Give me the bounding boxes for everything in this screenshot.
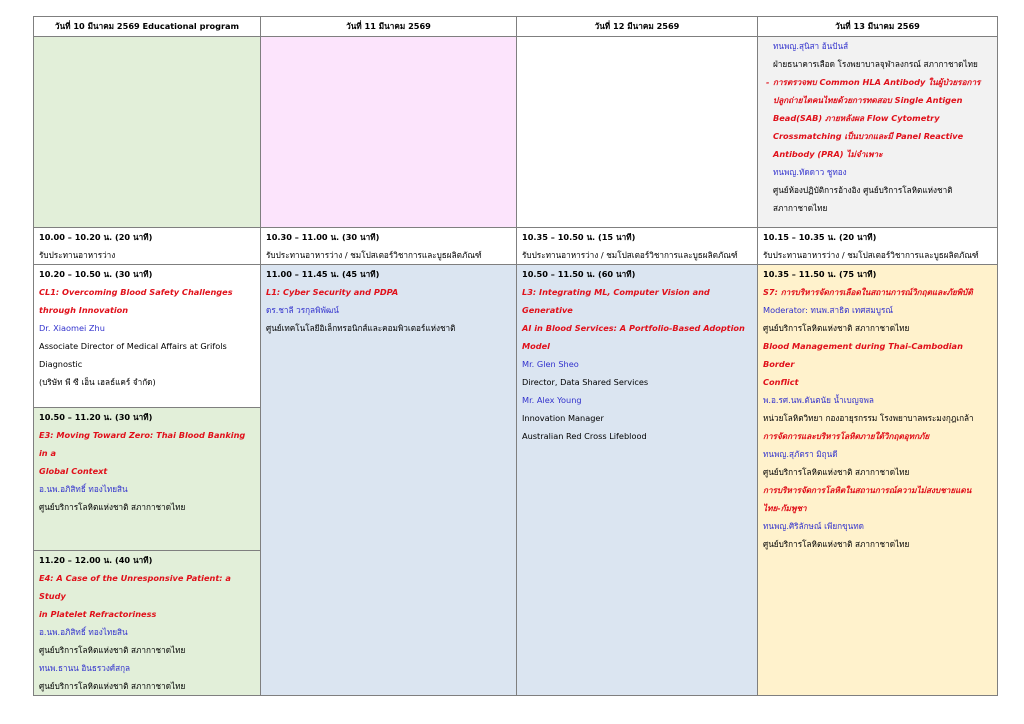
- header-day-13: วันที่ 13 มีนาคม 2569: [758, 17, 998, 37]
- session-time: 10.50 – 11.20 น. (30 นาที): [39, 412, 153, 422]
- speaker-name: ทนพญ.ทัดดาว ชูทอง: [773, 167, 847, 177]
- top-row: [34, 37, 998, 228]
- speaker-affiliation: ศูนย์เทคโนโลยีอิเล็กทรอนิกส์และคอมพิวเตอร์แห่งชาติ: [266, 323, 456, 333]
- talk-title-line: ปลูกถ่ายไตคนไทยด้วยการทดสอบ Single Antigen: [773, 95, 963, 105]
- session-title: CL1: Overcoming Blood Safety Challenges: [39, 287, 233, 297]
- session-title: E3: Moving Toward Zero: Thai Blood Banking in a: [39, 430, 246, 458]
- speaker-name: ทนพญ.ศิริลักษณ์ เพียกขุนทด: [763, 521, 864, 531]
- session-l3: [517, 265, 758, 696]
- talk-title-line: Conflict: [763, 377, 799, 387]
- talk-title-line: Antibody (PRA) ไม่จำเพาะ: [773, 149, 883, 159]
- break-cell-day-12: [517, 228, 758, 265]
- break-cell-day-13: [758, 228, 998, 265]
- break-row: [34, 228, 998, 265]
- talk-title-line: ไทย-กัมพูชา: [763, 503, 807, 513]
- speaker-affiliation: ศูนย์บริการโลหิตแห่งชาติ สภากาชาดไทย: [763, 539, 910, 549]
- session-title-line: in Platelet Refractoriness: [39, 609, 157, 619]
- speaker-affiliation: Associate Director of Medical Affairs at Grifols: [39, 341, 227, 351]
- session-l1: [261, 265, 517, 696]
- session-time: 10.50 – 11.50 น. (60 นาที): [522, 269, 636, 279]
- break-time: 10.35 – 10.50 น. (15 นาที): [522, 232, 636, 242]
- speaker-affiliation: หน่วยโลหิตวิทยา กองอายุรกรรม โรงพยาบาลพระมงกุฎเกล้า: [763, 413, 974, 423]
- talk-title: Blood Management during Thai-Cambodian Border: [763, 341, 963, 369]
- moderator-name: Moderator: ทนพ.สาธิต เทศสมบูรณ์: [763, 305, 893, 315]
- top-cell-day-13: [758, 37, 998, 228]
- speaker-affiliation: Innovation Manager: [522, 413, 604, 423]
- speaker-name: Mr. Glen Sheo: [522, 359, 579, 369]
- top-cell-day-10: [34, 37, 261, 228]
- talk-title-line: Crossmatching เป็นบวกและมี Panel Reactive: [773, 131, 964, 141]
- bullet-dash: -: [766, 77, 770, 87]
- speaker-name: ทนพญ.สุภัตรา มิถุนดี: [763, 449, 838, 459]
- speaker-affiliation: ศูนย์บริการโลหิตแห่งชาติ สภากาชาดไทย: [39, 502, 186, 512]
- top-cell-day-12: [517, 37, 758, 228]
- session-title-line: Global Context: [39, 466, 108, 476]
- break-time: 10.30 – 11.00 น. (30 นาที): [266, 232, 380, 242]
- speaker-affiliation: สภากาชาดไทย: [773, 203, 828, 213]
- session-e3: [34, 408, 261, 551]
- break-time: 10.15 – 10.35 น. (20 นาที): [763, 232, 877, 242]
- speaker-name: พ.อ.รศ.นพ.ตันตนัย น้ำเบญจพล: [763, 395, 874, 405]
- session-title: L1: Cyber Security and PDPA: [266, 287, 399, 297]
- talk-title: การจัดการและบริหารโลหิตภายใต้วิกฤตอุทกภัย: [763, 431, 930, 441]
- speaker-affiliation: ฝ่ายธนาคารเลือด โรงพยาบาลจุฬาลงกรณ์ สภากาชาดไทย: [773, 59, 978, 69]
- speaker-affiliation: (บริษัท พี ซี เอ็น เฮลธ์แคร์ จำกัด): [39, 377, 156, 387]
- session-title-line: Model: [522, 341, 550, 351]
- talk-title: - การตรวจพบ Common HLA Antibody ในผู้ป่วยรอการ: [763, 73, 992, 91]
- session-time: 11.00 – 11.45 น. (45 นาที): [266, 269, 380, 279]
- header-day-11: วันที่ 11 มีนาคม 2569: [261, 17, 517, 37]
- speaker-name: ดร.ชาลี วรกุลพิพัฒน์: [266, 305, 339, 315]
- speaker-affiliation: ศูนย์ห้องปฏิบัติการอ้างอิง ศูนย์บริการโลหิตแห่งชาติ: [773, 185, 953, 195]
- break-text: รับประทานอาหารว่าง / ชมโปสเตอร์วิชาการและบูธผลิตภัณฑ์: [522, 250, 738, 260]
- speaker-affiliation: Australian Red Cross Lifeblood: [522, 431, 647, 441]
- header-row: [34, 17, 998, 37]
- session-cl1: [34, 265, 261, 408]
- break-text: รับประทานอาหารว่าง / ชมโปสเตอร์วิชาการและบูธผลิตภัณฑ์: [266, 250, 482, 260]
- session-title: S7: การบริหารจัดการเลือดในสถานการณ์วิกฤตและภัยพิบัติ: [763, 287, 973, 297]
- speaker-name: อ.นพ.อภิสิทธิ์ ทองไทยสิน: [39, 484, 128, 494]
- speaker-name: Mr. Alex Young: [522, 395, 582, 405]
- session-time: 11.20 – 12.00 น. (40 นาที): [39, 555, 153, 565]
- speaker-affiliation: ศูนย์บริการโลหิตแห่งชาติ สภากาชาดไทย: [763, 467, 910, 477]
- schedule-table: [33, 16, 998, 696]
- session-title: L3: Integrating ML, Computer Vision and Generative: [522, 287, 710, 315]
- speaker-affiliation: ศูนย์บริการโลหิตแห่งชาติ สภากาชาดไทย: [39, 681, 186, 691]
- session-e4: [34, 551, 261, 696]
- break-cell-day-10: [34, 228, 261, 265]
- speaker-name: ทนพ.ธานน อินธรวงศ์สกุล: [39, 663, 131, 673]
- talk-title: การบริหารจัดการโลหิตในสถานการณ์ความไม่สงบชายแดน: [763, 485, 972, 495]
- speaker-name: ทนพญ.สุนิสา อ้นปันส์: [773, 41, 849, 51]
- talk-title-line: Bead(SAB) ภายหลังผล Flow Cytometry: [773, 113, 940, 123]
- session-title-line: through Innovation: [39, 305, 129, 315]
- session-title-line: AI in Blood Services: A Portfolio-Based Adoption: [522, 323, 745, 333]
- header-day-10: วันที่ 10 มีนาคม 2569 Educational program: [34, 17, 261, 37]
- session-time: 10.20 – 10.50 น. (30 นาที): [39, 269, 153, 279]
- header-day-12: วันที่ 12 มีนาคม 2569: [517, 17, 758, 37]
- speaker-affiliation: Director, Data Shared Services: [522, 377, 649, 387]
- speaker-affiliation: Diagnostic: [39, 359, 83, 369]
- session-time: 10.35 – 11.50 น. (75 นาที): [763, 269, 877, 279]
- speaker-affiliation: ศูนย์บริการโลหิตแห่งชาติ สภากาชาดไทย: [39, 645, 186, 655]
- break-cell-day-11: [261, 228, 517, 265]
- session-row-1: [34, 265, 998, 408]
- top-cell-day-11: [261, 37, 517, 228]
- moderator-affiliation: ศูนย์บริการโลหิตแห่งชาติ สภากาชาดไทย: [763, 323, 910, 333]
- speaker-name: Dr. Xiaomei Zhu: [39, 323, 105, 333]
- speaker-name: อ.นพ.อภิสิทธิ์ ทองไทยสิน: [39, 627, 128, 637]
- break-text: รับประทานอาหารว่าง: [39, 250, 116, 260]
- break-time: 10.00 – 10.20 น. (20 นาที): [39, 232, 153, 242]
- break-text: รับประทานอาหารว่าง / ชมโปสเตอร์วิชาการและบูธผลิตภัณฑ์: [763, 250, 979, 260]
- session-s7: [758, 265, 998, 696]
- session-title: E4: A Case of the Unresponsive Patient: a Study: [39, 573, 231, 601]
